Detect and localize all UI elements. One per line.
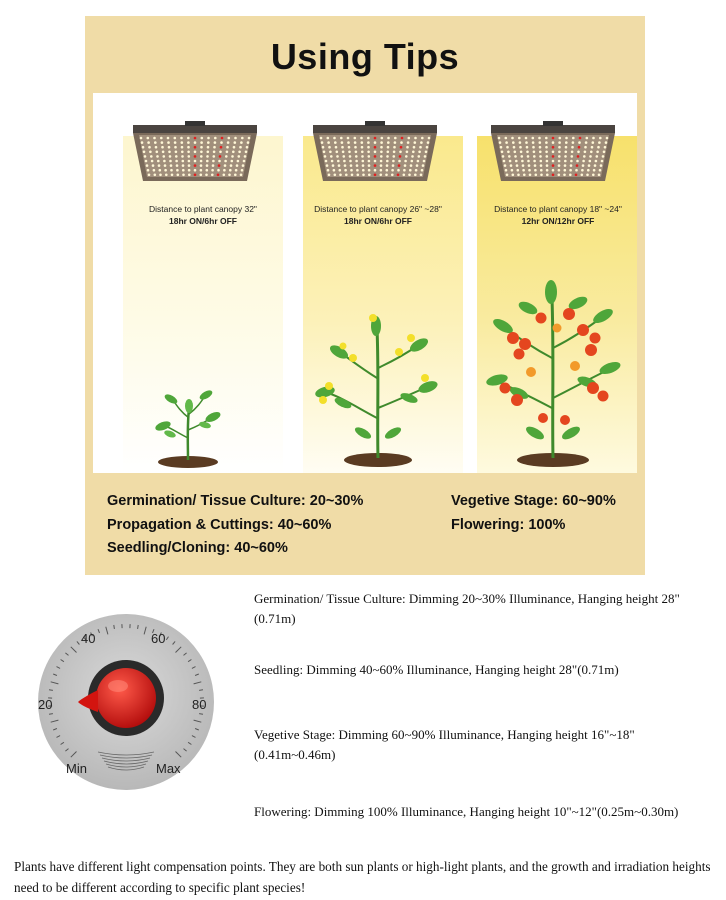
stage-germination: Germination/ Tissue Culture: 20~30% [107, 493, 364, 509]
dial-min-label: Min [66, 761, 87, 776]
stage-propagation: Propagation & Cuttings: 40~60% [107, 517, 332, 533]
dial-label-20: 20 [38, 697, 53, 712]
lamp-caption-2 [283, 203, 473, 227]
seedling-plant-icon [143, 378, 233, 468]
instruction-vegetive: Vegetive Stage: Dimming 60~90% Illuminance, Hanging height 16"~18"(0.41m~0.46m) [254, 727, 635, 762]
grow-light-panel [93, 93, 637, 473]
instruction-flowering: Flowering: Dimming 100% Illuminance, Hanging height 10"~12"(0.25m~0.30m) [254, 804, 679, 819]
light-schedule: 12hr ON/12hr OFF [521, 216, 595, 226]
canopy-distance: Distance to plant canopy 32" [149, 204, 257, 214]
using-tips-banner [85, 16, 645, 575]
lamp-caption-3 [463, 203, 637, 227]
instruction-seedling: Seedling: Dimming 40~60% Illuminance, Hanging height 28"(0.71m) [254, 662, 619, 677]
grow-lamp-icon [483, 119, 623, 189]
stage-flowering: Flowering: 100% [451, 517, 566, 533]
fruiting-tomato-plant-icon [483, 278, 623, 468]
dial-label-40: 40 [81, 631, 96, 646]
banner-title: Using Tips [270, 36, 460, 77]
flowering-plant-icon [313, 308, 443, 468]
dimmer-knob-dial [36, 612, 216, 792]
grow-lamp-icon [305, 119, 445, 189]
stage-vegetive: Vegetive Stage: 60~90% [451, 493, 616, 509]
dial-max-label: Max [156, 761, 181, 776]
dial-label-80: 80 [192, 697, 207, 712]
dial-label-60: 60 [151, 631, 166, 646]
grow-lamp-icon [125, 119, 265, 189]
lamp-caption-1 [108, 203, 298, 227]
canopy-distance: Distance to plant canopy 26" ~28" [314, 204, 442, 214]
plant-species-note: Plants have different light compensation points. They are both sun plants or high-light plants, and the growth and irradiation heights need to be different according to specific plant species! [14, 859, 711, 895]
instruction-germination: Germination/ Tissue Culture: Dimming 20~30% Illuminance, Hanging height 28"(0.71m) [254, 591, 680, 626]
light-schedule: 18hr ON/6hr OFF [168, 216, 237, 226]
canopy-distance: Distance to plant canopy 18" ~24" [494, 204, 622, 214]
stage-seedling: Seedling/Cloning: 40~60% [107, 540, 288, 556]
light-schedule: 18hr ON/6hr OFF [343, 216, 412, 226]
